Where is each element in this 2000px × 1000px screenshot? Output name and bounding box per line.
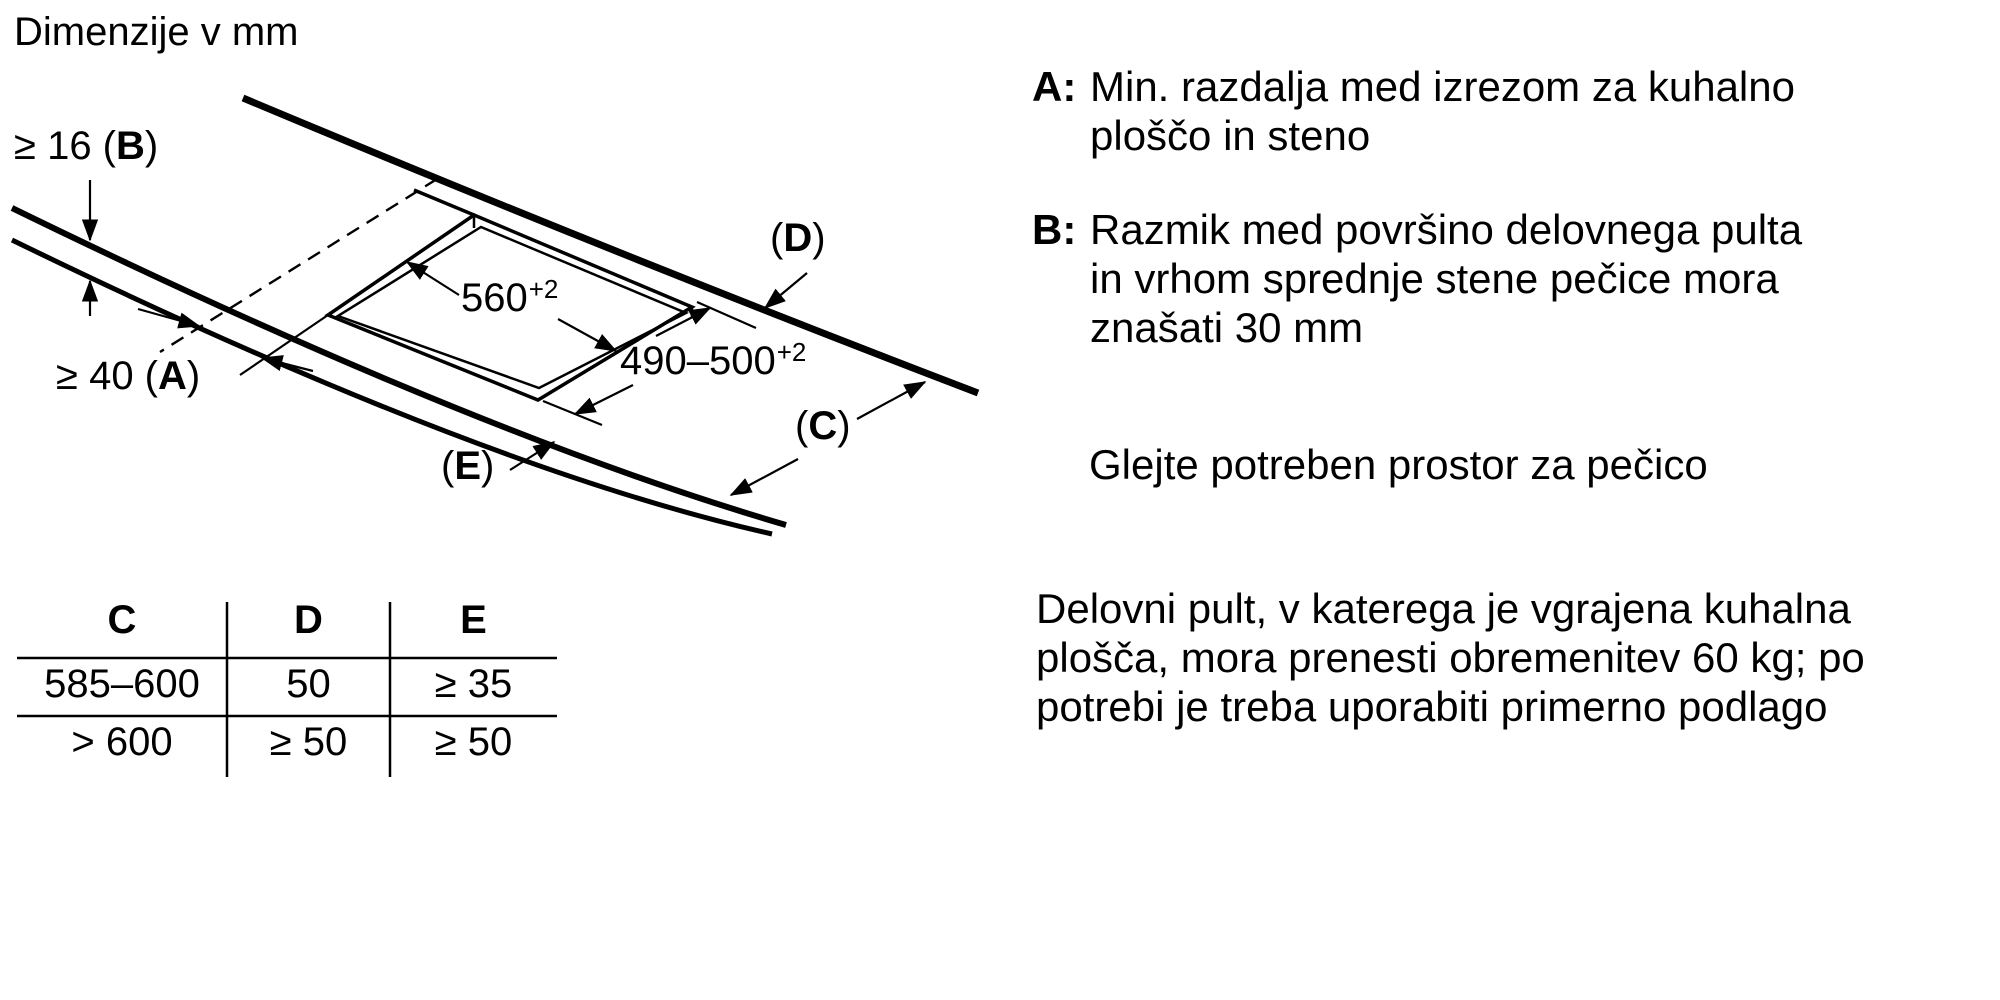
note-b-line: in vrhom sprednje stene pečice mora (1090, 255, 1779, 302)
note-oven-space: Glejte potreben prostor za pečico (1089, 441, 1708, 488)
worktop-back-edge (414, 190, 474, 215)
note-b-line: Razmik med površino delovnega pulta (1090, 206, 1803, 253)
table-header-c: C (107, 598, 137, 642)
table-header-d: D (294, 598, 323, 642)
table-cell: ≥ 35 (434, 662, 513, 706)
dim-label-b: ≥ 16 (B) (14, 124, 159, 168)
dim-width-560: $560^{+2}$ (461, 274, 559, 320)
arrow-490-down (575, 385, 633, 414)
arrow-c-down (731, 459, 798, 495)
dim-label-e: (E) (441, 444, 495, 488)
page-title: Dimenzije v mm (14, 10, 299, 54)
note-a (1090, 62, 1795, 160)
dim-label-d: (D) (770, 216, 826, 260)
dim-depth-490-500: $490-500^{+2}$ (620, 337, 807, 383)
arrow-c-up (857, 382, 925, 419)
note-a-line: Min. razdalja med izrezom za kuhalno (1090, 63, 1795, 110)
note-a-label: A: (1032, 63, 1077, 110)
table-cell: > 600 (71, 720, 173, 764)
note-worktop-line: Delovni pult, v katerega je vgrajena kuhalna (1036, 585, 1851, 632)
table-cell: 50 (286, 662, 331, 706)
table-cell: ≥ 50 (434, 720, 513, 764)
table-header-e: E (460, 598, 487, 642)
note-b (1090, 205, 1802, 352)
dim-label-a: ≥ 40 (A) (56, 354, 201, 398)
dim-label-c: (C) (795, 404, 851, 448)
note-b-line: znašati 30 mm (1090, 304, 1364, 351)
note-worktop-line: potrebi je treba uporabiti primerno podlago (1036, 683, 1828, 730)
note-a-line: ploščo in steno (1090, 112, 1371, 159)
table-cell: 585–600 (44, 662, 200, 706)
note-worktop-load (1036, 584, 1865, 731)
note-worktop-line: plošča, mora prenesti obremenitev 60 kg; po (1036, 634, 1865, 681)
table-cell: ≥ 50 (269, 720, 348, 764)
arrow-d (765, 273, 807, 308)
note-b-label: B: (1032, 206, 1077, 253)
